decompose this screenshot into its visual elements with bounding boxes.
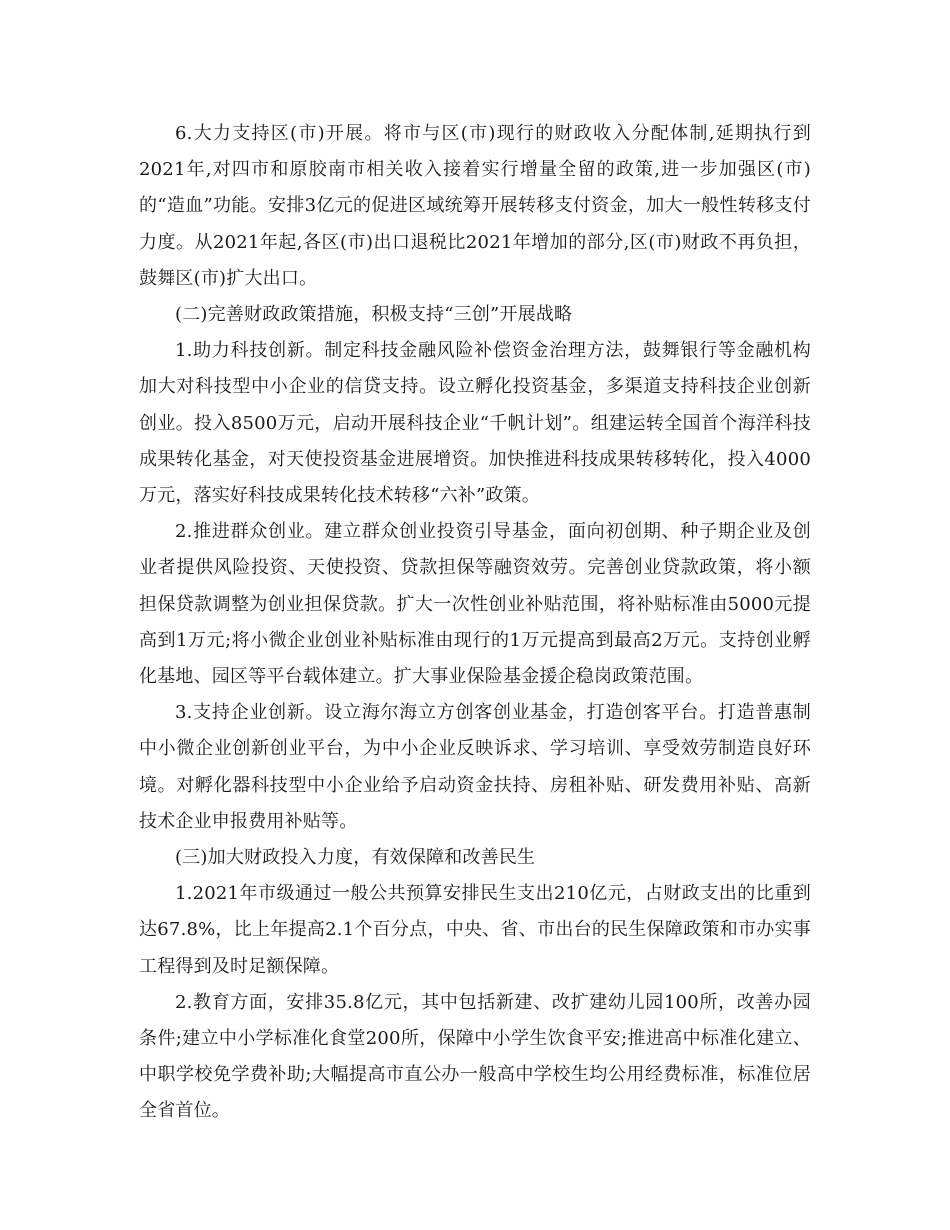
section-heading-three-innovations: (二)完善财政政策措施，积极支持“三创”开展战略 [175, 304, 573, 326]
paragraph-livelihood-spending: 1.2021年市级通过一般公共预算安排民生支出210亿元，占财政支出的比重到达67.8%，比上年提高2.1个百分点，中央、省、市出台的民生保障政策和市办实事工程得到及时足额保障。 [139, 883, 811, 977]
section-heading-livelihood: (三)加大财政投入力度，有效保障和改善民生 [175, 847, 536, 869]
paragraph-mass-entrepreneurship: 2.推进群众创业。建立群众创业投资引导基金，面向初创期、种子期企业及创业者提供风险投资、天使投资、贷款担保等融资效劳。完善创业贷款政策，将小额担保贷款调整为创业担保贷款。扩大一次性创业补贴范围，将补贴标准由5000元提高到1万元;将小微企业创业补贴标准由现行的1万元提高到最高2万元。支持创业孵化基地、园区等平台载体建立。扩大事业保险基金援企稳岗政策范围。 [139, 521, 811, 688]
paragraph-education: 2.教育方面，安排35.8亿元，其中包括新建、改扩建幼儿园100所，改善办园条件;建立中小学标准化食堂200所，保障中小学生饮食平安;推进高中标准化建立、中职学校免学费补助;大幅提高市直公办一般高中学校生均公用经费标准，标准位居全省首位。 [139, 991, 811, 1122]
document-body [139, 116, 811, 1130]
paragraph-support-districts: 6.大力支持区(市)开展。将市与区(市)现行的财政收入分配体制,延期执行到2021年,对四市和原胶南市相关收入接着实行增量全留的政策,进一步加强区(市)的“造血”功能。安排3亿元的促进区域统筹开展转移支付资金，加大一般性转移支付力度。从2021年起,各区(市)出口退税比2021年增加的部分,区(市)财政不再负担，鼓舞区(市)扩大出口。 [139, 123, 811, 289]
paragraph-enterprise-innovation: 3.支持企业创新。设立海尔海立方创客创业基金，打造创客平台。打造普惠制中小微企业创新创业平台，为中小企业反映诉求、学习培训、享受效劳制造良好环境。对孵化器科技型中小企业给予启动资金扶持、房租补贴、研发费用补贴、高新技术企业申报费用补贴等。 [139, 702, 811, 832]
paragraph-tech-innovation: 1.助力科技创新。制定科技金融风险补偿资金治理方法，鼓舞银行等金融机构加大对科技型中小企业的信贷支持。设立孵化投资基金，多渠道支持科技企业创新创业。投入8500万元，启动开展科技企业“千帆计划”。组建运转全国首个海洋科技成果转化基金，对天使投资基金进展增资。加快推进科技成果转移转化，投入4000万元，落实好科技成果转化技术转移“六补”政策。 [139, 340, 811, 507]
